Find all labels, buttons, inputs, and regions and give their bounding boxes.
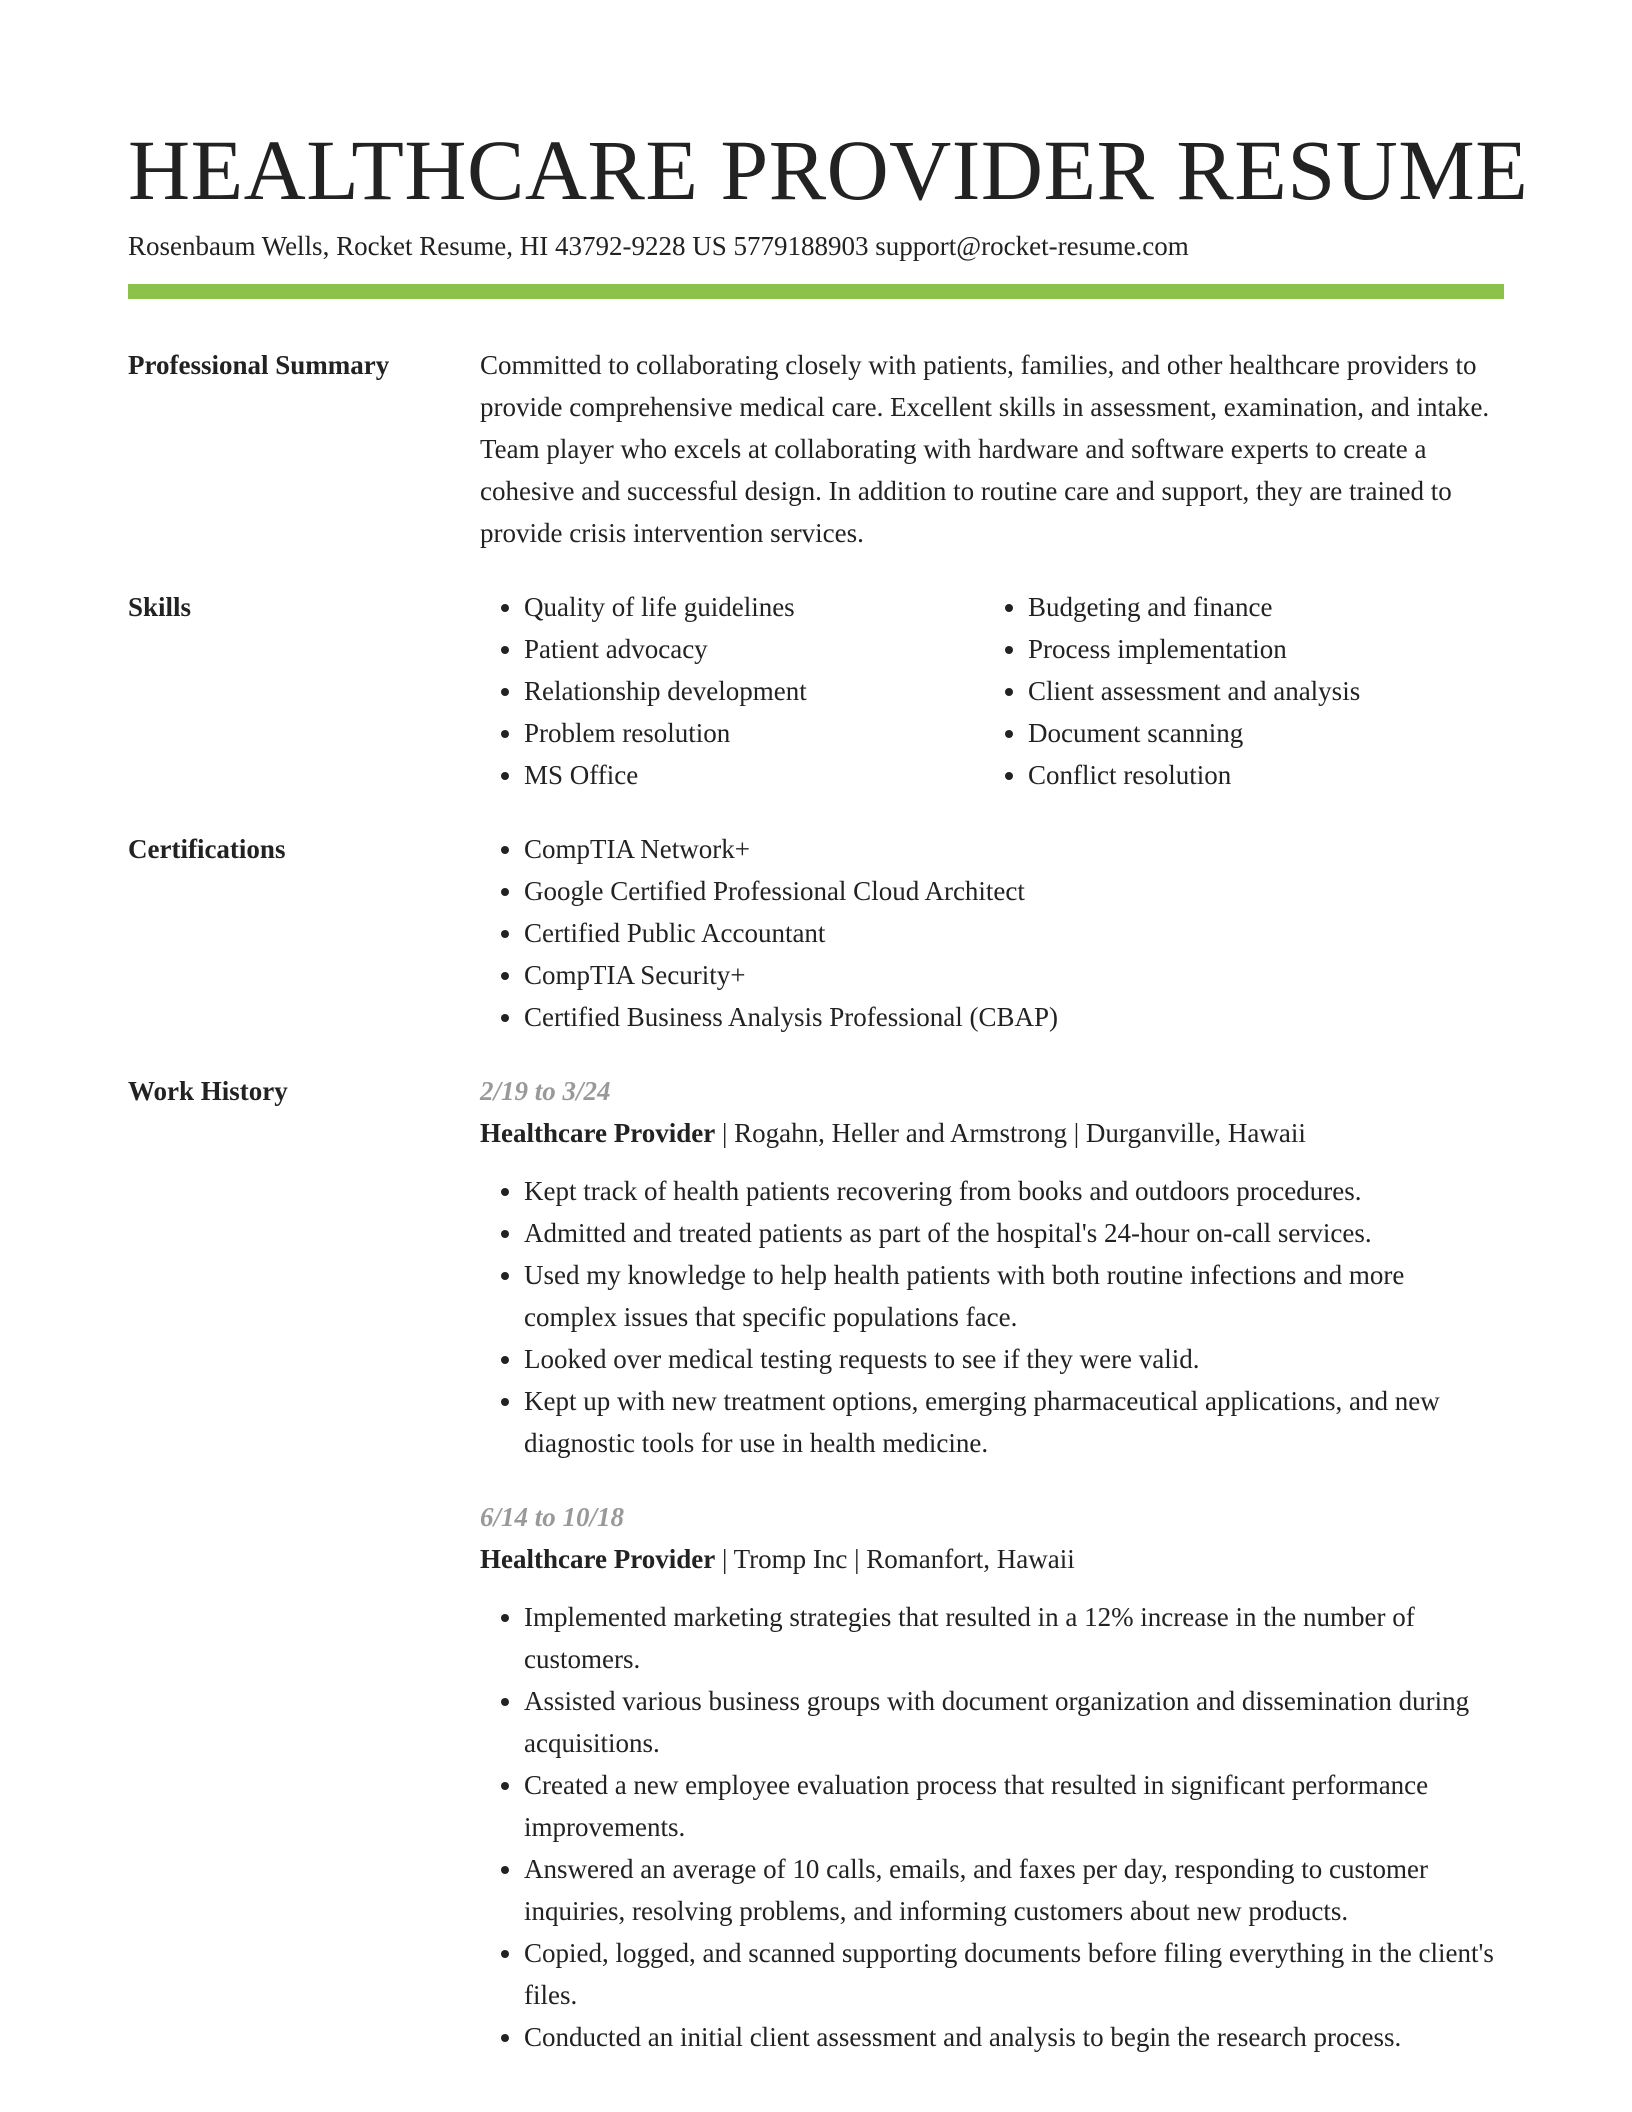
skills-column-left — [480, 586, 984, 796]
job-title: Healthcare Provider — [480, 1118, 716, 1148]
list-item: • Answered an average of 10 calls, emails, and faxes per day, responding to customer inquiries, resolving problems, and informing customers about new products. — [524, 1848, 1504, 1932]
list-item: • Conducted an initial client assessment and analysis to begin the research process. — [524, 2016, 1504, 2058]
list-item: • Assisted various business groups with document organization and dissemination during acquisitions. — [524, 1680, 1504, 1764]
list-item: • Implemented marketing strategies that resulted in a 12% increase in the number of customers. — [524, 1596, 1504, 1680]
list-item: • Document scanning — [1028, 712, 1488, 754]
job-entry — [480, 1070, 1504, 1464]
list-item: • Copied, logged, and scanned supporting documents before filing everything in the client's files. — [524, 1932, 1504, 2016]
list-item: • Quality of life guidelines — [524, 586, 984, 628]
contact-line: Rosenbaum Wells, Rocket Resume, HI 43792-9228 US 5779188903 support@rocket-resume.com — [128, 231, 1189, 261]
work-history-section — [128, 1070, 1504, 2058]
list-item: • Created a new employee evaluation process that resulted in significant performance improvements. — [524, 1764, 1504, 1848]
skills-list-right — [984, 586, 1488, 796]
job-title-line — [480, 1538, 1504, 1580]
section-label-summary: Professional Summary — [128, 350, 390, 380]
list-item: • MS Office — [524, 754, 984, 796]
list-item: • Google Certified Professional Cloud Architect — [524, 870, 1504, 912]
job-details: | Rogahn, Heller and Armstrong | Durganville, Hawaii — [715, 1118, 1306, 1148]
list-item: • Budgeting and finance — [1028, 586, 1488, 628]
certifications-list — [480, 828, 1504, 1038]
summary-body — [480, 344, 1504, 554]
list-item: • Kept up with new treatment options, emerging pharmaceutical applications, and new diagnostic tools for use in health medicine. — [524, 1380, 1504, 1464]
skills-grid — [480, 586, 1504, 796]
list-item: • Client assessment and analysis — [1028, 670, 1488, 712]
list-item: • Problem resolution — [524, 712, 984, 754]
section-label-certifications: Certifications — [128, 834, 286, 864]
job-bullets — [480, 1596, 1504, 2058]
list-item: • Looked over medical testing requests to see if they were valid. — [524, 1338, 1504, 1380]
skills-list-left — [480, 586, 984, 796]
list-item: • CompTIA Network+ — [524, 828, 1504, 870]
certifications-section — [128, 828, 1504, 1038]
summary-section — [128, 344, 1504, 554]
job-title: Healthcare Provider — [480, 1544, 716, 1574]
accent-divider — [128, 284, 1504, 299]
summary-text: Committed to collaborating closely with patients, families, and other healthcare providers to provide comprehensive medical care. Excellent skills in assessment, examination, and intake. Team player who excels at collaborating with hardware and software experts to create a cohesive and successful design. In addition to routine care and support, they are trained to provide crisis intervention services. — [480, 350, 1490, 548]
list-item: • Relationship development — [524, 670, 984, 712]
list-item: • CompTIA Security+ — [524, 954, 1504, 996]
job-title-line — [480, 1112, 1504, 1154]
job-date: 6/14 to 10/18 — [480, 1502, 625, 1532]
resume-title: HEALTHCARE PROVIDER RESUME — [128, 122, 1529, 218]
section-label-work-history: Work History — [128, 1076, 288, 1106]
list-item: • Process implementation — [1028, 628, 1488, 670]
list-item: • Used my knowledge to help health patients with both routine infections and more complex issues that specific populations face. — [524, 1254, 1504, 1338]
resume-page — [128, 122, 1529, 2058]
job-bullets — [480, 1170, 1504, 1464]
list-item: • Admitted and treated patients as part of the hospital's 24-hour on-call services. — [524, 1212, 1504, 1254]
list-item: • Kept track of health patients recovering from books and outdoors procedures. — [524, 1170, 1504, 1212]
job-entry — [480, 1496, 1504, 2058]
skills-column-right — [984, 586, 1488, 796]
certifications-body — [480, 828, 1504, 1038]
section-label-skills: Skills — [128, 592, 192, 622]
skills-section — [128, 586, 1504, 796]
list-item: • Patient advocacy — [524, 628, 984, 670]
list-item: • Certified Public Accountant — [524, 912, 1504, 954]
list-item: • Conflict resolution — [1028, 754, 1488, 796]
job-details: | Tromp Inc | Romanfort, Hawaii — [715, 1544, 1075, 1574]
list-item: • Certified Business Analysis Professional (CBAP) — [524, 996, 1504, 1038]
work-history-body — [480, 1070, 1504, 2058]
job-date: 2/19 to 3/24 — [480, 1076, 611, 1106]
